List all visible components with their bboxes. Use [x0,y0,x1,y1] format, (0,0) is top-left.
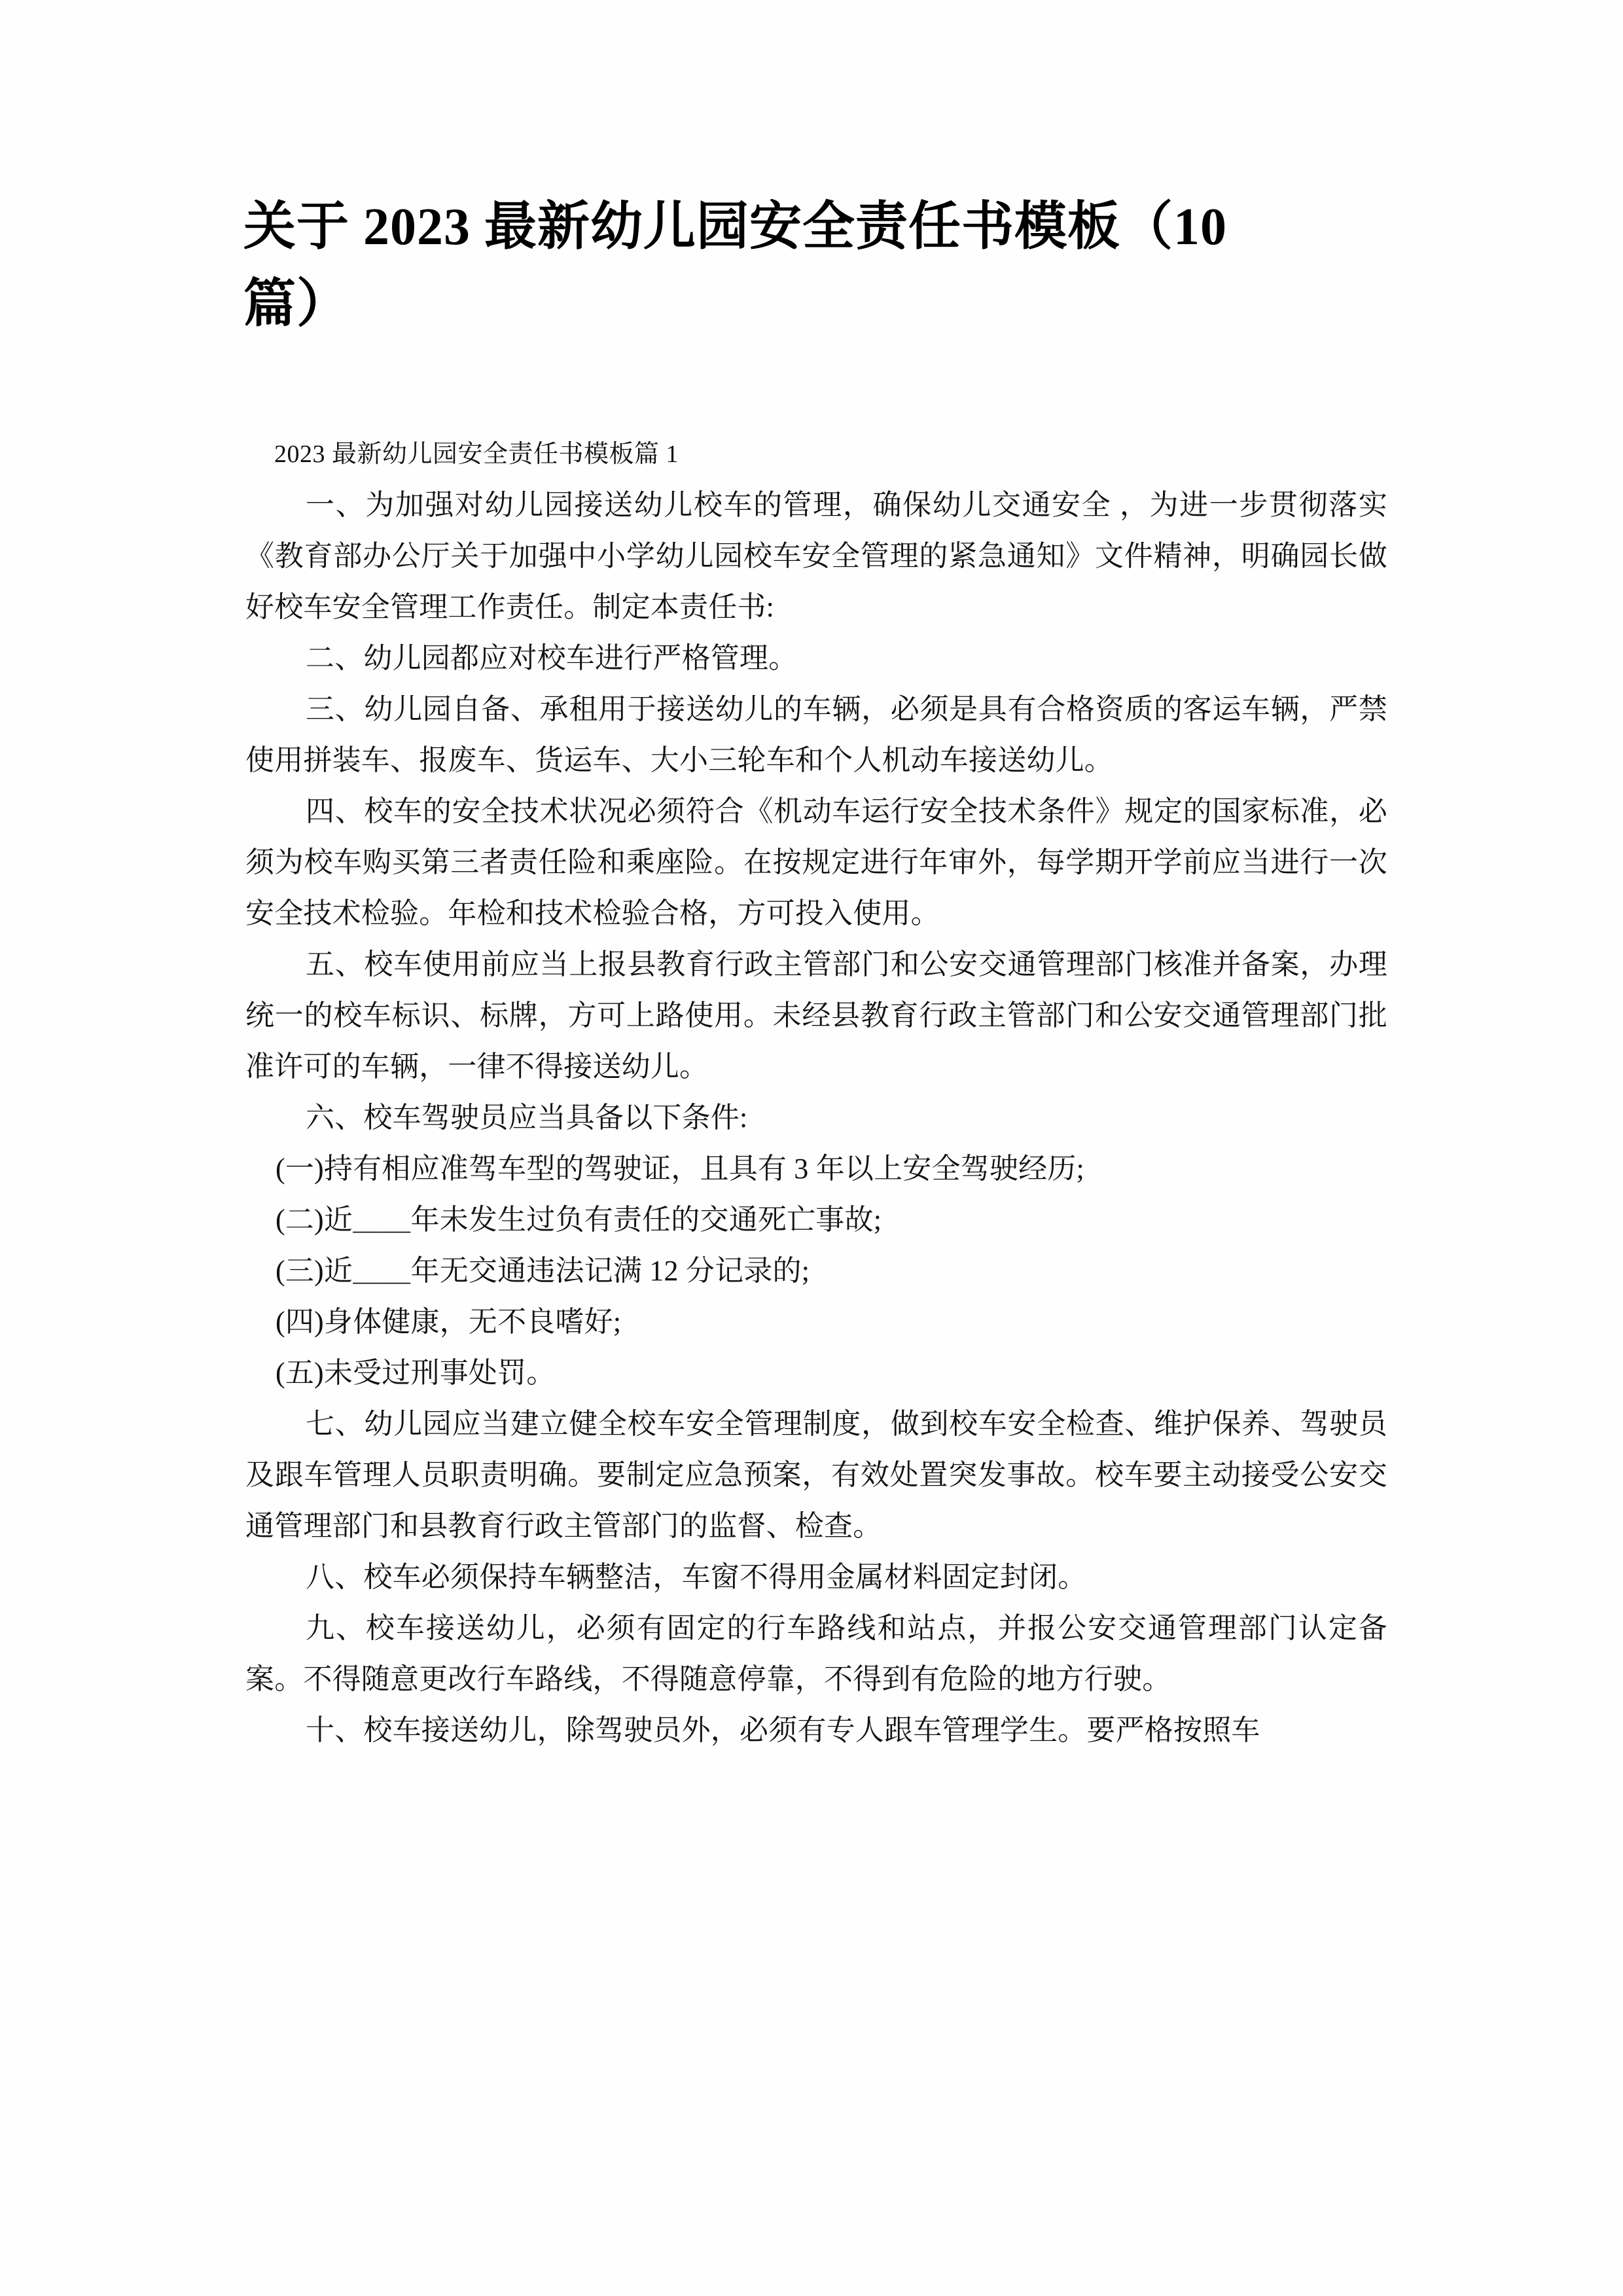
document-paragraph: 九、校车接送幼儿，必须有固定的行车路线和站点，并报公安交通管理部门认定备案。不得随意更改行车路线，不得随意停靠，不得到有危险的地方行驶。 [245,1612,1387,1695]
paragraph-container [245,480,1387,1756]
document-paragraph: 三、幼儿园自备、承租用于接送幼儿的车辆，必须是具有合格资质的客运车辆，严禁使用拼装车、报废车、货运车、大小三轮车和个人机动车接送幼儿。 [245,693,1387,776]
document-paragraph: (五)未受过刑事处罚。 [276,1357,556,1389]
document-paragraph: 十、校车接送幼儿，除驾驶员外，必须有专人跟车管理学生。要严格按照车 [306,1714,1260,1746]
document-body [245,429,1387,1756]
document-paragraph: 五、校车使用前应当上报县教育行政主管部门和公安交通管理部门核准并备案，办理统一的校车标识、标牌，方可上路使用。未经县教育行政主管部门和公安交通管理部门批准许可的车辆，一律不得接送幼儿。 [245,948,1387,1083]
document-paragraph: 二、幼儿园都应对校车进行严格管理。 [306,642,798,674]
document-paragraph: (一)持有相应准驾车型的驾驶证，且具有 3 年以上安全驾驶经历; [276,1153,1084,1185]
document-paragraph: 四、校车的安全技术状况必须符合《机动车运行安全技术条件》规定的国家标准，必须为校车购买第三者责任险和乘座险。在按规定进行年审外，每学期开学前应当进行一次安全技术检验。年检和技术检验合格，方可投入使用。 [245,795,1387,929]
document-paragraph: 一、为加强对幼儿园接送幼儿校车的管理，确保幼儿交通安全 ，为进一步贯彻落实《教育部办公厅关于加强中小学幼儿园校车安全管理的紧急通知》文件精神，明确园长做好校车安全管理工作责任。制定本责任书: [245,489,1387,623]
page-title-line-2: 篇） [243,276,349,333]
document-paragraph: 七、幼儿园应当建立健全校车安全管理制度，做到校车安全检查、维护保养、驾驶员及跟车管理人员职责明确。要制定应急预案，有效处置突发事故。校车要主动接受公安交通管理部门和县教育行政主管部门的监督、检查。 [245,1408,1387,1542]
document-paragraph: (二)近＿＿年未发生过负有责任的交通死亡事故; [276,1204,882,1236]
document-paragraph: 六、校车驾驶员应当具备以下条件: [306,1102,748,1134]
document-paragraph: (三)近＿＿年无交通违法记满 12 分记录的; [276,1255,810,1287]
page-title-line-1: 关于 2023 最新幼儿园安全责任书模板（10 [243,198,1227,256]
document-paragraph: (四)身体健康，无不良嗜好; [276,1306,622,1338]
document-paragraph: 八、校车必须保持车辆整洁，车窗不得用金属材料固定封闭。 [306,1561,1087,1593]
page-title [243,188,1395,343]
section-subtitle: 2023 最新幼儿园安全责任书模板篇 1 [274,440,679,468]
